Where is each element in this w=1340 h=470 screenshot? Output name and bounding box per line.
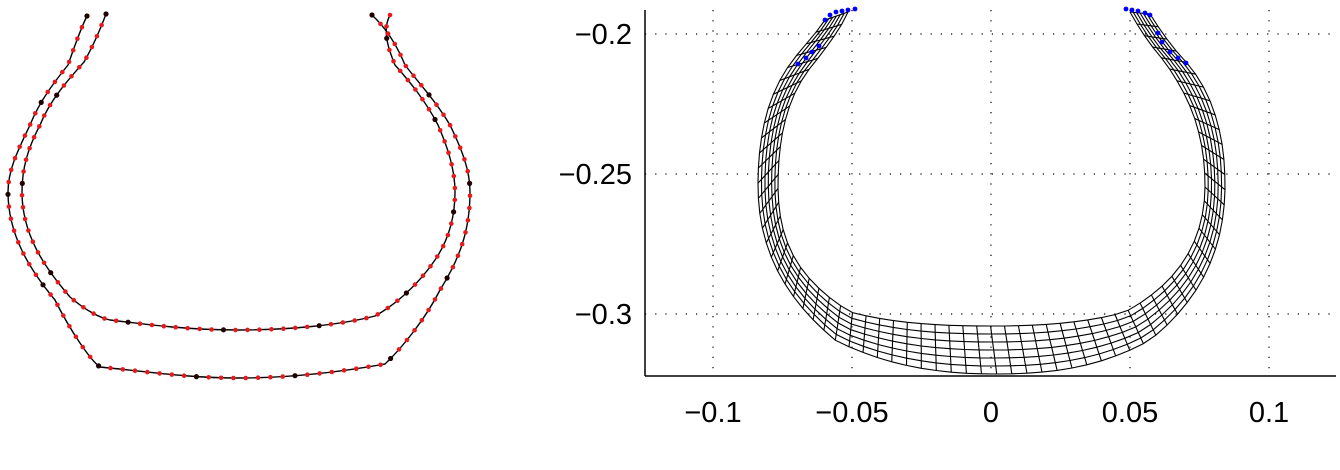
knot-point <box>426 92 431 97</box>
boundary-node <box>840 9 845 14</box>
sample-point <box>404 64 409 69</box>
sample-point <box>21 169 26 174</box>
boundary-node <box>1143 11 1148 16</box>
sample-point <box>386 306 391 311</box>
sample-point <box>398 53 403 58</box>
sample-point <box>23 133 28 138</box>
sample-point <box>269 327 274 332</box>
mesh-transverse-line <box>768 93 795 108</box>
boundary-node <box>796 62 801 67</box>
knot-point <box>126 320 131 325</box>
mesh-longitudinal-line <box>778 12 1205 326</box>
sample-point <box>75 36 80 41</box>
sample-point <box>71 48 76 53</box>
sample-point <box>21 251 26 256</box>
sample-point <box>27 262 32 267</box>
sample-point <box>421 273 426 278</box>
sample-point <box>465 169 470 174</box>
sample-point <box>42 261 47 266</box>
boundary-node <box>1124 7 1129 12</box>
spline-panel <box>5 11 472 380</box>
mesh-transverse-line <box>1145 36 1167 39</box>
x-tick-label: 0.1 <box>1248 397 1290 429</box>
sample-point <box>185 326 190 331</box>
knot-point <box>96 363 101 368</box>
sample-point <box>42 113 47 118</box>
sample-point <box>342 368 347 373</box>
sample-point <box>37 124 42 129</box>
sample-point <box>69 74 74 79</box>
boundary-node <box>1176 56 1181 61</box>
sample-point <box>36 250 41 255</box>
x-tick-label: −0.1 <box>684 397 742 429</box>
sample-point <box>72 298 77 303</box>
boundary-node <box>1160 40 1165 45</box>
sample-point <box>31 239 36 244</box>
knot-point <box>432 117 437 122</box>
knot-point <box>194 374 199 379</box>
sample-point <box>341 320 346 325</box>
outer-sample-points <box>5 12 472 380</box>
sample-point <box>406 78 411 83</box>
sample-point <box>442 139 447 144</box>
sample-point <box>32 135 37 140</box>
x-tick-label: −0.05 <box>815 397 889 429</box>
knot-point <box>221 327 226 332</box>
sample-point <box>102 316 107 321</box>
sample-point <box>386 31 391 36</box>
sample-point <box>150 323 155 328</box>
sample-point <box>21 205 26 210</box>
y-tick-label: −0.2 <box>574 19 632 51</box>
mesh-plot <box>559 7 1336 429</box>
sample-point <box>28 122 33 127</box>
boundary-node <box>1156 31 1161 36</box>
sample-point <box>61 313 66 318</box>
sample-point <box>17 145 22 150</box>
sample-point <box>170 372 175 377</box>
sample-point <box>293 326 298 331</box>
sample-point <box>329 322 334 327</box>
boundary-node <box>846 8 851 13</box>
sample-point <box>243 376 248 381</box>
mesh-transverse-line <box>1177 81 1204 87</box>
sample-point <box>391 59 396 64</box>
mesh-longitudinal-line <box>768 13 1215 350</box>
knot-point <box>404 290 409 295</box>
sample-point <box>453 186 458 191</box>
sample-point <box>138 321 143 326</box>
sample-point <box>412 328 417 333</box>
sample-point <box>53 80 58 85</box>
sample-point <box>467 206 472 211</box>
boundary-node <box>1136 9 1141 14</box>
sample-point <box>453 134 458 139</box>
x-tick-label: 0 <box>982 397 1000 429</box>
sample-point <box>7 204 12 209</box>
boundary-node <box>828 13 833 18</box>
sample-point <box>114 319 119 324</box>
sample-point <box>9 217 14 222</box>
sample-point <box>56 280 61 285</box>
sample-point <box>182 373 187 378</box>
sample-point <box>366 365 371 370</box>
sample-point <box>245 328 250 333</box>
knot-point <box>20 181 25 186</box>
sample-point <box>448 123 453 128</box>
sample-point <box>453 198 458 203</box>
x-tick-label: 0.05 <box>1101 397 1159 429</box>
sample-point <box>460 242 465 247</box>
sample-point <box>219 376 224 381</box>
sample-point <box>405 338 410 343</box>
knot-point <box>292 373 297 378</box>
sample-point <box>446 233 451 238</box>
sample-point <box>384 24 389 29</box>
mesh-transverse-line <box>1162 286 1178 314</box>
quad-mesh <box>758 12 1225 374</box>
sample-point <box>393 42 398 47</box>
sample-point <box>81 345 86 350</box>
sample-point <box>427 107 432 112</box>
mesh-transverse-line <box>803 278 809 308</box>
sample-point <box>84 55 89 60</box>
sample-point <box>162 324 167 329</box>
sample-point <box>411 73 416 78</box>
sample-point <box>63 289 68 294</box>
sample-point <box>133 368 138 373</box>
sample-point <box>449 162 454 167</box>
boundary-node <box>817 44 822 49</box>
sample-point <box>55 303 60 308</box>
boundary-node <box>1184 61 1189 66</box>
sample-point <box>206 375 211 380</box>
sample-point <box>354 366 359 371</box>
mesh-transverse-line <box>785 256 793 285</box>
knot-point <box>54 93 59 98</box>
sample-point <box>468 193 473 198</box>
mesh-transverse-line <box>813 288 819 319</box>
boundary-node <box>834 10 839 15</box>
sample-point <box>451 265 456 270</box>
sample-point <box>305 325 310 330</box>
sample-point <box>449 221 454 226</box>
knot-point <box>84 13 89 18</box>
sample-point <box>456 254 461 259</box>
sample-point <box>77 65 82 70</box>
sample-point <box>428 264 433 269</box>
sample-point <box>466 218 471 223</box>
sample-point <box>48 103 53 108</box>
inner-spline-curve <box>22 14 455 330</box>
sample-point <box>433 297 438 302</box>
sample-point <box>446 150 451 155</box>
axis-ticks <box>559 19 1290 429</box>
knot-point <box>388 356 393 361</box>
mesh-transverse-line <box>935 325 936 371</box>
sample-point <box>438 128 443 133</box>
mesh-transverse-line <box>788 59 818 68</box>
sample-point <box>16 240 21 245</box>
sample-point <box>26 228 31 233</box>
sample-point <box>231 376 236 381</box>
mesh-transverse-line <box>760 133 783 153</box>
mesh-transverse-line <box>1195 119 1220 130</box>
boundary-node <box>1148 13 1153 18</box>
knot-point <box>451 209 456 214</box>
knot-point <box>48 270 53 275</box>
sample-point <box>387 48 392 53</box>
sample-point <box>378 22 383 27</box>
sample-point <box>435 254 440 259</box>
sample-point <box>33 111 38 116</box>
sample-point <box>81 305 86 310</box>
sample-point <box>364 316 369 321</box>
sample-point <box>280 374 285 379</box>
sample-point <box>173 325 178 330</box>
sample-point <box>9 168 14 173</box>
sample-point <box>24 157 29 162</box>
boundary-node <box>823 18 828 23</box>
knot-point <box>39 100 44 105</box>
knot-point <box>384 36 389 41</box>
sample-point <box>256 375 261 380</box>
sample-point <box>426 308 431 313</box>
sample-point <box>352 318 357 323</box>
mesh-inner-boundary <box>778 12 1205 326</box>
sample-point <box>233 328 238 333</box>
sample-point <box>268 375 273 380</box>
sample-point <box>6 180 11 185</box>
sample-point <box>62 83 67 88</box>
mesh-transverse-line <box>1199 132 1223 145</box>
sample-point <box>197 327 202 332</box>
sample-point <box>23 217 28 222</box>
sample-point <box>257 327 262 332</box>
sample-point <box>463 230 468 235</box>
sample-point <box>91 311 96 316</box>
sample-point <box>419 83 424 88</box>
knot-point <box>317 323 322 328</box>
sample-point <box>305 372 310 377</box>
sample-point <box>45 90 50 95</box>
sample-point <box>48 292 53 297</box>
sample-point <box>20 193 25 198</box>
boundary-node <box>1168 50 1173 55</box>
y-tick-label: −0.25 <box>558 159 632 191</box>
sample-point <box>13 156 18 161</box>
mesh-transverse-line <box>824 297 830 330</box>
mesh-transverse-line <box>1153 47 1177 51</box>
sample-point <box>398 69 403 74</box>
knot-point <box>445 275 450 280</box>
sample-point <box>90 45 95 50</box>
knot-point <box>467 181 472 186</box>
knot-point <box>40 282 45 287</box>
sample-point <box>434 102 439 107</box>
sample-point <box>99 23 104 28</box>
knot-point <box>369 12 374 17</box>
inner-sample-points <box>20 11 458 332</box>
sample-point <box>420 318 425 323</box>
mesh-transverse-line <box>1190 106 1216 116</box>
sample-point <box>108 366 113 371</box>
sample-point <box>209 327 214 332</box>
sample-point <box>60 70 65 75</box>
sample-point <box>458 145 463 150</box>
sample-point <box>281 326 286 331</box>
mesh-longitudinal-line <box>762 14 1222 366</box>
boundary-node <box>1130 8 1135 13</box>
sample-point <box>441 113 446 118</box>
sample-point <box>413 87 418 92</box>
sample-point <box>441 244 446 249</box>
sample-point <box>375 312 380 317</box>
sample-point <box>420 97 425 102</box>
grid-lines <box>645 10 1336 376</box>
mesh-transverse-line <box>1151 295 1167 325</box>
sample-point <box>12 228 17 233</box>
sample-point <box>439 286 444 291</box>
sample-point <box>80 25 85 30</box>
mesh-transverse-line <box>1184 93 1210 101</box>
sample-point <box>397 347 402 352</box>
mesh-transverse-line <box>773 81 801 94</box>
knot-point <box>5 192 10 197</box>
mesh-transverse-line <box>780 69 809 80</box>
boundary-node <box>853 7 858 12</box>
sample-point <box>88 355 93 360</box>
sample-point <box>157 371 162 376</box>
sample-point <box>378 363 383 368</box>
sample-point <box>452 174 457 179</box>
sample-point <box>67 60 72 65</box>
knot-point <box>103 11 108 16</box>
mesh-transverse-line <box>1115 315 1130 351</box>
sample-point <box>317 371 322 376</box>
sample-point <box>462 157 467 162</box>
sample-point <box>330 370 335 375</box>
sample-point <box>67 324 72 329</box>
y-tick-label: −0.3 <box>574 299 632 331</box>
sample-point <box>27 146 32 151</box>
mesh-transverse-line <box>907 322 908 365</box>
boundary-nodes <box>796 7 1189 67</box>
sample-point <box>145 370 150 375</box>
sample-point <box>121 367 126 372</box>
mesh-transverse-line <box>1194 241 1210 263</box>
sample-point <box>34 273 39 278</box>
boundary-node <box>804 56 809 61</box>
boundary-node <box>810 50 815 55</box>
sample-point <box>395 299 400 304</box>
sample-point <box>388 13 393 18</box>
sample-point <box>74 335 79 340</box>
sample-point <box>413 282 418 287</box>
sample-point <box>95 34 100 39</box>
